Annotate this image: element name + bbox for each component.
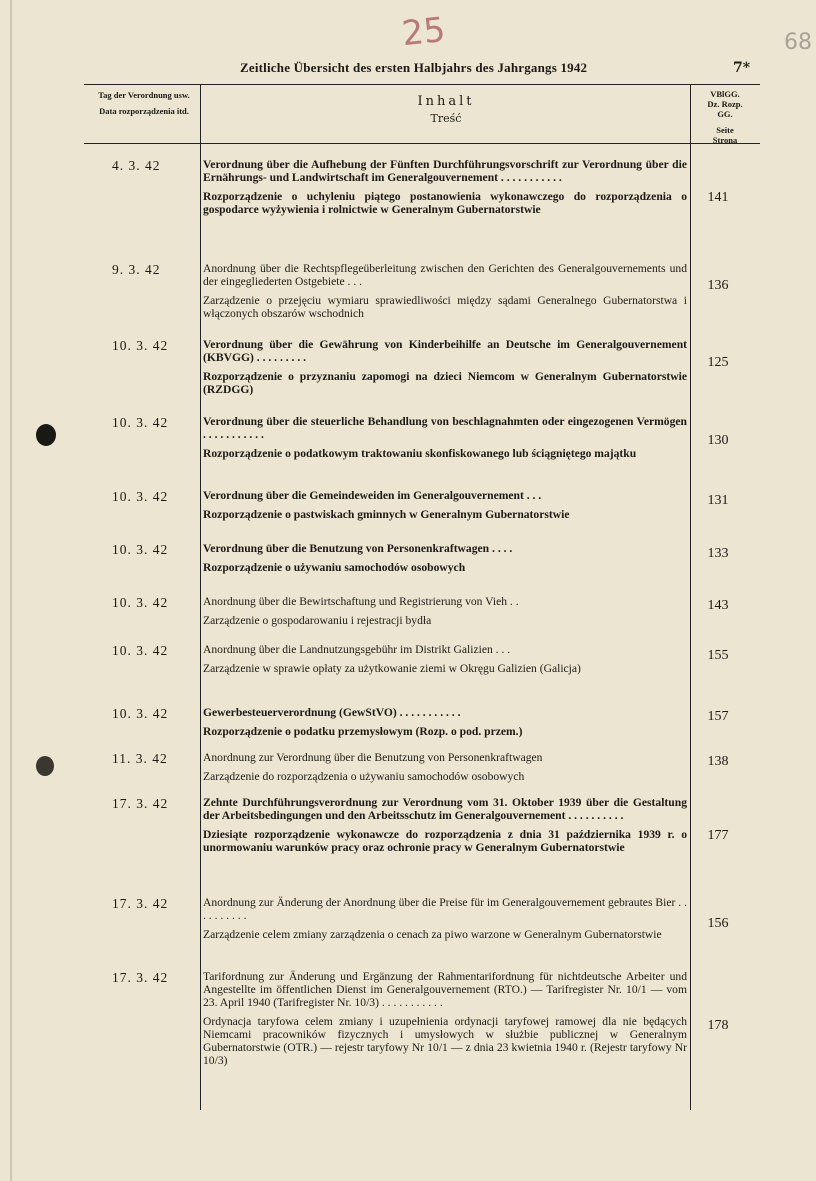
entry-text	[203, 896, 687, 947]
entry-date: 4. 3. 42	[112, 158, 161, 173]
content-header-pl: Treść	[430, 112, 462, 125]
ref-header-2: Dz. Rozp.	[707, 99, 743, 109]
entry-text	[203, 751, 687, 789]
content-header-de: Inhalt	[417, 94, 475, 109]
entry-date: 9. 3. 42	[112, 262, 161, 277]
entry-text-pl: Zarządzenie o przejęciu wymiaru sprawiedliwości między sądami Generalnego Gubernatorstwa i włączonych obszarów wschodnich	[203, 294, 687, 320]
entry-text-de: Anordnung über die Rechtspflegeüberleitung zwischen den Gerichten des Generalgouvernements und der eingegliederten Ostgebiete . . .	[203, 262, 687, 288]
entry-text-pl: Rozporządzenie o podatku przemysłowym (Rozp. o pod. przem.)	[203, 725, 523, 738]
entry-text	[203, 643, 687, 681]
entry-page: 141	[707, 190, 729, 205]
entry-date: 17. 3. 42	[112, 896, 169, 911]
entry-page: 133	[707, 546, 729, 561]
entry-text-pl: Rozporządzenie o uchyleniu piątego postanowienia wykonawczego do rozporządzenia o gospodarce wyżywienia i rolnictwie w Generalnym Gubernatorstwie	[203, 190, 687, 216]
entry-text	[203, 706, 687, 744]
entry-text-pl: Zarządzenie w sprawie opłaty za użytkowanie ziemi w Okręgu Galizien (Galicja)	[203, 662, 581, 675]
entry-text-pl: Rozporządzenie o przyznaniu zapomogi na dzieci Niemcom w Generalnym Gubernatorstwie (RZDGG)	[203, 370, 687, 396]
entry-page: 138	[707, 754, 729, 769]
header-top-rule	[84, 84, 760, 85]
header-bottom-rule	[84, 143, 760, 144]
entry-date: 17. 3. 42	[112, 796, 169, 811]
entry-text-de: Gewerbesteuerverordnung (GewStVO) . . . . . . . . . . .	[203, 706, 461, 719]
entry-text-pl: Zarządzenie o gospodarowaniu i rejestracji bydła	[203, 614, 432, 627]
entry-text-pl: Zarządzenie celem zmiany zarządzenia o cenach za piwo warzone w Generalnym Gubernatorstwie	[203, 928, 662, 941]
entry-page: 177	[707, 828, 729, 843]
corner-annotation: 68	[784, 30, 812, 55]
entry-page: 178	[707, 1018, 729, 1033]
entry-text-de: Verordnung über die Gewährung von Kinderbeihilfe an Deutsche im Generalgouvernement (KBVGG) . . . . . . . . .	[203, 338, 687, 364]
entry-date: 10. 3. 42	[112, 542, 169, 557]
entry-text-pl: Zarządzenie do rozporządzenia o używaniu samochodów osobowych	[203, 770, 525, 783]
entry-text-de: Verordnung über die steuerliche Behandlung von beschlagnahmten oder eingezogenen Vermögen . . . . . . . . . . .	[203, 415, 687, 441]
entry-date: 11. 3. 42	[112, 751, 168, 766]
entry-text-de: Verordnung über die Gemeindeweiden im Generalgouvernement . . .	[203, 489, 542, 502]
entry-text-de: Verordnung über die Benutzung von Personenkraftwagen . . . .	[203, 542, 513, 555]
entry-text-pl: Rozporządzenie o podatkowym traktowaniu skonfiskowanego lub ściągniętego majątku	[203, 447, 637, 460]
page-column-divider	[690, 84, 691, 1110]
page-edge-shadow	[10, 0, 12, 1181]
entry-text-de: Zehnte Durchführungsverordnung zur Verordnung vom 31. Oktober 1939 über die Gestaltung der Arbeitsbedingungen und den Arbeitsschutz im Generalgouvernement . . . . . . . . . .	[203, 796, 687, 822]
entry-date: 17. 3. 42	[112, 970, 169, 985]
entry-date: 10. 3. 42	[112, 489, 169, 504]
page-number: 7*	[733, 60, 751, 76]
entry-text-de: Anordnung über die Bewirtschaftung und Registrierung von Vieh . .	[203, 595, 519, 608]
ref-header-3: GG.	[717, 109, 733, 119]
entry-text	[203, 595, 687, 633]
entry-date: 10. 3. 42	[112, 706, 169, 721]
punch-hole	[36, 756, 54, 776]
entry-text-pl: Rozporządzenie o używaniu samochodów osobowych	[203, 561, 466, 574]
entry-page: 130	[707, 433, 729, 448]
entry-page: 136	[707, 278, 729, 293]
entry-text-de: Anordnung über die Landnutzungsgebühr im Distrikt Galizien . . .	[203, 643, 511, 656]
entry-text	[203, 262, 687, 326]
ref-header-1: VBlGG.	[710, 89, 740, 99]
pencil-annotation: 25	[400, 9, 448, 55]
date-header-pl: Data rozporządzenia itd.	[99, 106, 189, 116]
entry-text	[203, 970, 687, 1073]
entry-text	[203, 415, 687, 466]
running-title: Zeitliche Übersicht des ersten Halbjahrs des Jahrgangs 1942	[240, 60, 588, 75]
entry-text	[203, 158, 687, 222]
entry-text-pl: Dziesiąte rozporządzenie wykonawcze do rozporządzenia z dnia 31 października 1939 r. o unormowaniu warunków pracy oraz ochronie pracy w Generalnym Gubernatorstwie	[203, 828, 687, 854]
date-column-divider	[200, 84, 201, 1110]
entry-page: 157	[707, 709, 729, 724]
entry-text	[203, 542, 687, 580]
entry-page: 155	[707, 648, 729, 663]
entry-text-pl: Rozporządzenie o pastwiskach gminnych w Generalnym Gubernatorstwie	[203, 508, 570, 521]
entry-text	[203, 338, 687, 402]
date-column-header	[88, 90, 200, 116]
page-header-pl: Strona	[712, 135, 738, 145]
page-column-header	[692, 89, 758, 145]
entry-text-de: Anordnung zur Verordnung über die Benutzung von Personenkraftwagen	[203, 751, 543, 764]
entry-page: 156	[707, 916, 729, 931]
punch-hole	[36, 424, 56, 446]
entry-page: 125	[707, 355, 729, 370]
entry-date: 10. 3. 42	[112, 643, 169, 658]
entry-date: 10. 3. 42	[112, 338, 169, 353]
page-header-de: Seite	[716, 125, 734, 135]
entry-date: 10. 3. 42	[112, 415, 169, 430]
entry-text-pl: Ordynacja taryfowa celem zmiany i uzupełnienia ordynacji taryfowej ramowej dla nie będących Niemcami pracowników fizycznych i umysłowych w służbie publicznej w Generalnym Gubernatorstwie (OTR.) — rejestr taryfowy Nr 10/1 — z dnia 23 kwietnia 1940 r. (Rejestr taryfowy Nr 10/3)	[203, 1015, 687, 1067]
date-header-de: Tag der Verordnung usw.	[98, 90, 190, 100]
entry-page: 131	[707, 493, 729, 508]
entry-page: 143	[707, 598, 729, 613]
entry-text	[203, 796, 687, 860]
entry-text	[203, 489, 687, 527]
entry-text-de: Tarifordnung zur Änderung und Ergänzung der Rahmentarifordnung für nichtdeutsche Arbeiter und Angestellte im öffentlichen Dienst im Generalgouvernement (RTO.) — Tarifregister Nr. 10/1 — vom 23. April 1940 (Tarifregister Nr. 10/3) . . . . . . . . . . .	[203, 970, 687, 1009]
entry-date: 10. 3. 42	[112, 595, 169, 610]
entry-text-de: Verordnung über die Aufhebung der Fünften Durchführungsvorschrift zur Verordnung über die Ernährungs- und Landwirtschaft im Generalgouvernement . . . . . . . . . . .	[203, 158, 687, 184]
entry-text-de: Anordnung zur Änderung der Anordnung über die Preise für im Generalgouvernement gebrautes Bier . . . . . . . . . .	[203, 896, 687, 922]
